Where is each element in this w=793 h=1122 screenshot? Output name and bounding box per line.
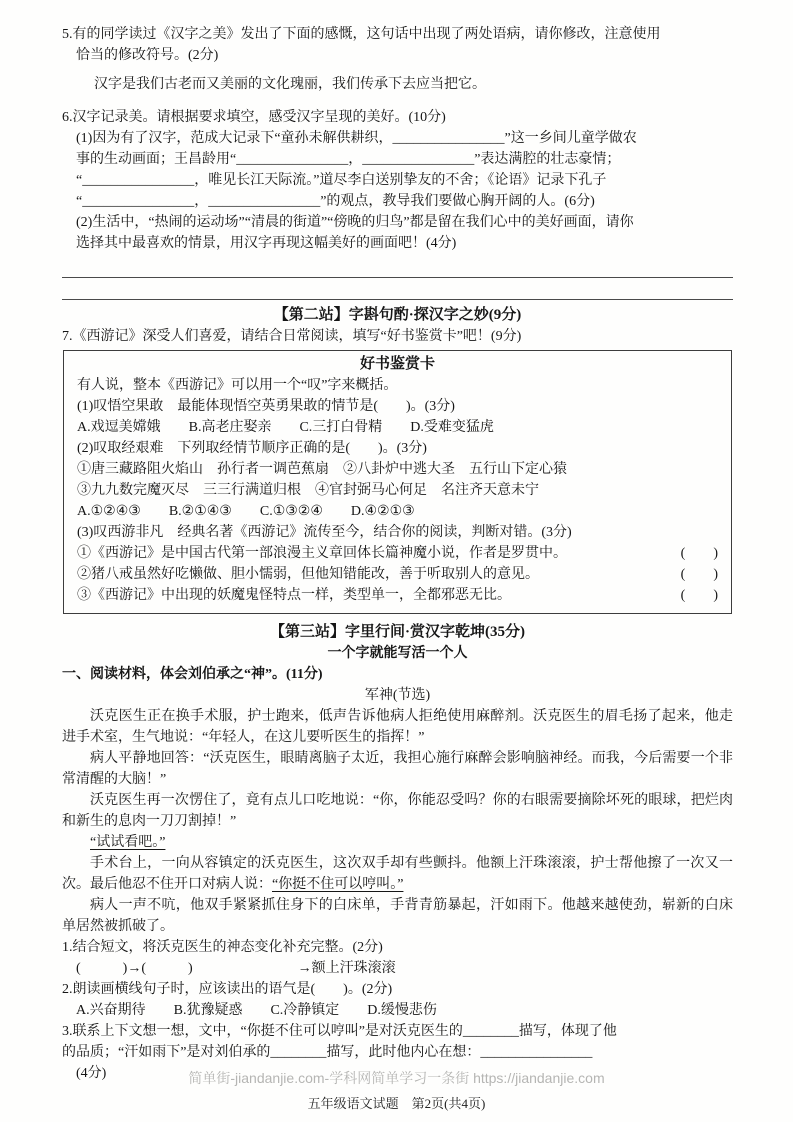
q6-body xyxy=(62,128,733,254)
passage-paragraph-5-text: 手术台上，一向从容镇定的沃克医生，这次双手却有些颤抖。他额上汗珠滚滚，护士帮他擦了一次又一次。最后他忍不住开口对病人说： xyxy=(62,856,733,892)
q6-line-5: “________________，________________”的观点，教导我们要做心胸开阔的人。(6分) xyxy=(76,194,595,209)
passage-paragraph-1: 沃克医生正在换手术服，护士跑来，低声告诉他病人拒绝使用麻醉剂。沃克医生的眉毛扬了起来，他走进手术室，生气地说：“年轻人，在这儿要听医生的指挥！” xyxy=(62,709,733,745)
q6-line-6: (2)生活中，“热闹的运动场”“清晨的街道”“傍晚的归鸟”都是留在我们心中的美好画面，请你 xyxy=(76,215,634,230)
passage-paragraph-4 xyxy=(62,832,733,853)
section-1-heading: 一、阅读材料，体会刘伯承之“神”。(11分) xyxy=(62,667,323,682)
card-line-6: ③九九数完魔灭尽 三三行满道归根 ④官封弼马心何足 名注齐天意未宁 xyxy=(77,483,539,498)
reading-q2-options: A.兴奋期待 B.犹豫疑惑 C.冷静镇定 D.缓慢悲伤 xyxy=(76,1003,437,1018)
card-line-2: (1)叹悟空果敢 最能体现悟空英勇果敢的情节是( )。(3分) xyxy=(77,399,455,414)
reading-q1-answer-row: ( )→( ) →额上汗珠滚滚 xyxy=(76,961,396,976)
q6-line-3: 事的生动画面；王昌龄用“________________，________________”表达满腔的壮志豪情； xyxy=(76,152,621,167)
judge-item-2 xyxy=(77,564,718,585)
q5-quote-sentence: 汉字是我们古老而又美丽的文化瑰丽，我们传承下去应当把它。 xyxy=(94,77,486,92)
card-line-7: A.①②④③ B.②①④③ C.①③②④ D.④②①③ xyxy=(77,504,415,519)
reading-q1: 1.结合短文，将沃克医生的神态变化补充完整。(2分) xyxy=(62,940,383,955)
q6-line-2: (1)因为有了汉字，范成大记录下“童孙未解供耕织，________________”这一乡间儿童学做农 xyxy=(76,131,637,146)
judge-item-1 xyxy=(77,543,718,564)
page-footer xyxy=(0,1068,793,1112)
q6-line-7: 选择其中最喜欢的情景，用汉字再现这幅美好的画面吧！(4分) xyxy=(76,236,457,251)
station-2-heading: 【第二站】字斟句酌·探汉字之妙(9分) xyxy=(273,307,522,323)
passage-paragraph-6: 病人一声不吭，他双手紧紧抓住身下的白床单，手背青筋暴起，汗如雨下。他越来越使劲，崭新的白床单居然被抓破了。 xyxy=(62,898,733,934)
judge-item-3 xyxy=(77,585,718,606)
judge-text-3: ③《西游记》中出现的妖魔鬼怪特点一样，类型单一，全都邪恶无比。 xyxy=(77,588,511,603)
answer-line-1 xyxy=(62,256,733,278)
station-3-heading: 【第三站】字里行间·赏汉字乾坤(35分) xyxy=(270,624,525,640)
answer-line-2 xyxy=(62,278,733,300)
reading-q3-line-1: 3.联系上下文想一想，文中，“你挺不住可以哼叫”是对沃克医生的________描写，体现了他 xyxy=(62,1024,617,1039)
card-line-8: (3)叹西游非凡 经典名著《西游记》流传至今，结合你的阅读，判断对错。(3分) xyxy=(77,525,572,540)
judge-text-2: ②猪八戒虽然好吃懒做、胆小懦弱，但他知错能改，善于听取别人的意见。 xyxy=(77,567,539,582)
reading-q3-points: (4分) xyxy=(76,1066,107,1081)
q5-line-2: 恰当的修改符号。(2分) xyxy=(76,48,219,63)
passage-paragraph-3: 沃克医生再一次愣住了，竟有点儿口吃地说：“你，你能忍受吗？你的右眼需要摘除坏死的眼球，把烂肉和新生的息肉一刀刀割掉！” xyxy=(62,793,733,829)
watermark-text: 简单街-jiandanjie.com-学科网简单学习一条街 https://jiandanjie.com xyxy=(188,1070,605,1086)
card-title: 好书鉴赏卡 xyxy=(359,356,435,372)
judge-text-1: ①《西游记》是中国古代第一部浪漫主义章回体长篇神魔小说，作者是罗贯中。 xyxy=(77,546,567,561)
card-line-4: (2)叹取经艰难 下列取经情节顺序正确的是( )。(3分) xyxy=(77,441,427,456)
answer-bracket-1: ( ) xyxy=(680,546,718,561)
reading-q2: 2.朗读画横线句子时，应该读出的语气是( )。(2分) xyxy=(62,982,393,997)
answer-lines xyxy=(62,256,733,300)
reading-q3-line-2: 的品质；“汗如雨下”是对刘伯承的________描写，此时他内心在想：________________ xyxy=(62,1045,593,1060)
underlined-sentence-1: “试试看吧。” xyxy=(90,835,166,850)
station-3-subtitle: 一个字就能写活一个人 xyxy=(327,646,468,661)
q5-line-1: 5.有的同学读过《汉字之美》发出了下面的感慨，这句话中出现了两处语病，请你修改，注意使用 xyxy=(62,27,661,42)
card-line-1: 有人说，整本《西游记》可以用一个“叹”字来概括。 xyxy=(77,378,398,393)
card-line-3: A.戏逗美嫦娥 B.高老庄娶亲 C.三打白骨精 D.受难变猛虎 xyxy=(77,420,494,435)
passage-title: 军神(节选) xyxy=(364,688,431,703)
card-line-5: ①唐三藏路阻火焰山 孙行者一调芭蕉扇 ②八卦炉中逃大圣 五行山下定心猿 xyxy=(77,462,567,477)
page-number-label: 五年级语文试题 第2页(共4页) xyxy=(307,1096,486,1111)
q7-intro: 7.《西游记》深受人们喜爱，请结合日常阅读，填写“好书鉴赏卡”吧！(9分) xyxy=(62,329,522,344)
passage-paragraph-2: 病人平静地回答：“沃克医生，眼睛离脑子太近，我担心施行麻醉会影响脑神经。而我，今后需要一个非常清醒的大脑！” xyxy=(62,751,733,787)
underlined-sentence-2: “你挺不住可以哼叫。” xyxy=(272,877,404,892)
answer-bracket-2: ( ) xyxy=(680,567,718,582)
book-appreciation-card xyxy=(63,350,732,614)
q6-intro: 6.汉字记录美。请根据要求填空，感受汉字呈现的美好。(10分) xyxy=(62,110,446,125)
passage-paragraph-5 xyxy=(62,853,733,895)
answer-bracket-3: ( ) xyxy=(680,588,718,603)
q6-line-4: “________________，唯见长江天际流。”道尽李白送别挚友的不舍；《论语》记录下孔子 xyxy=(76,173,607,188)
